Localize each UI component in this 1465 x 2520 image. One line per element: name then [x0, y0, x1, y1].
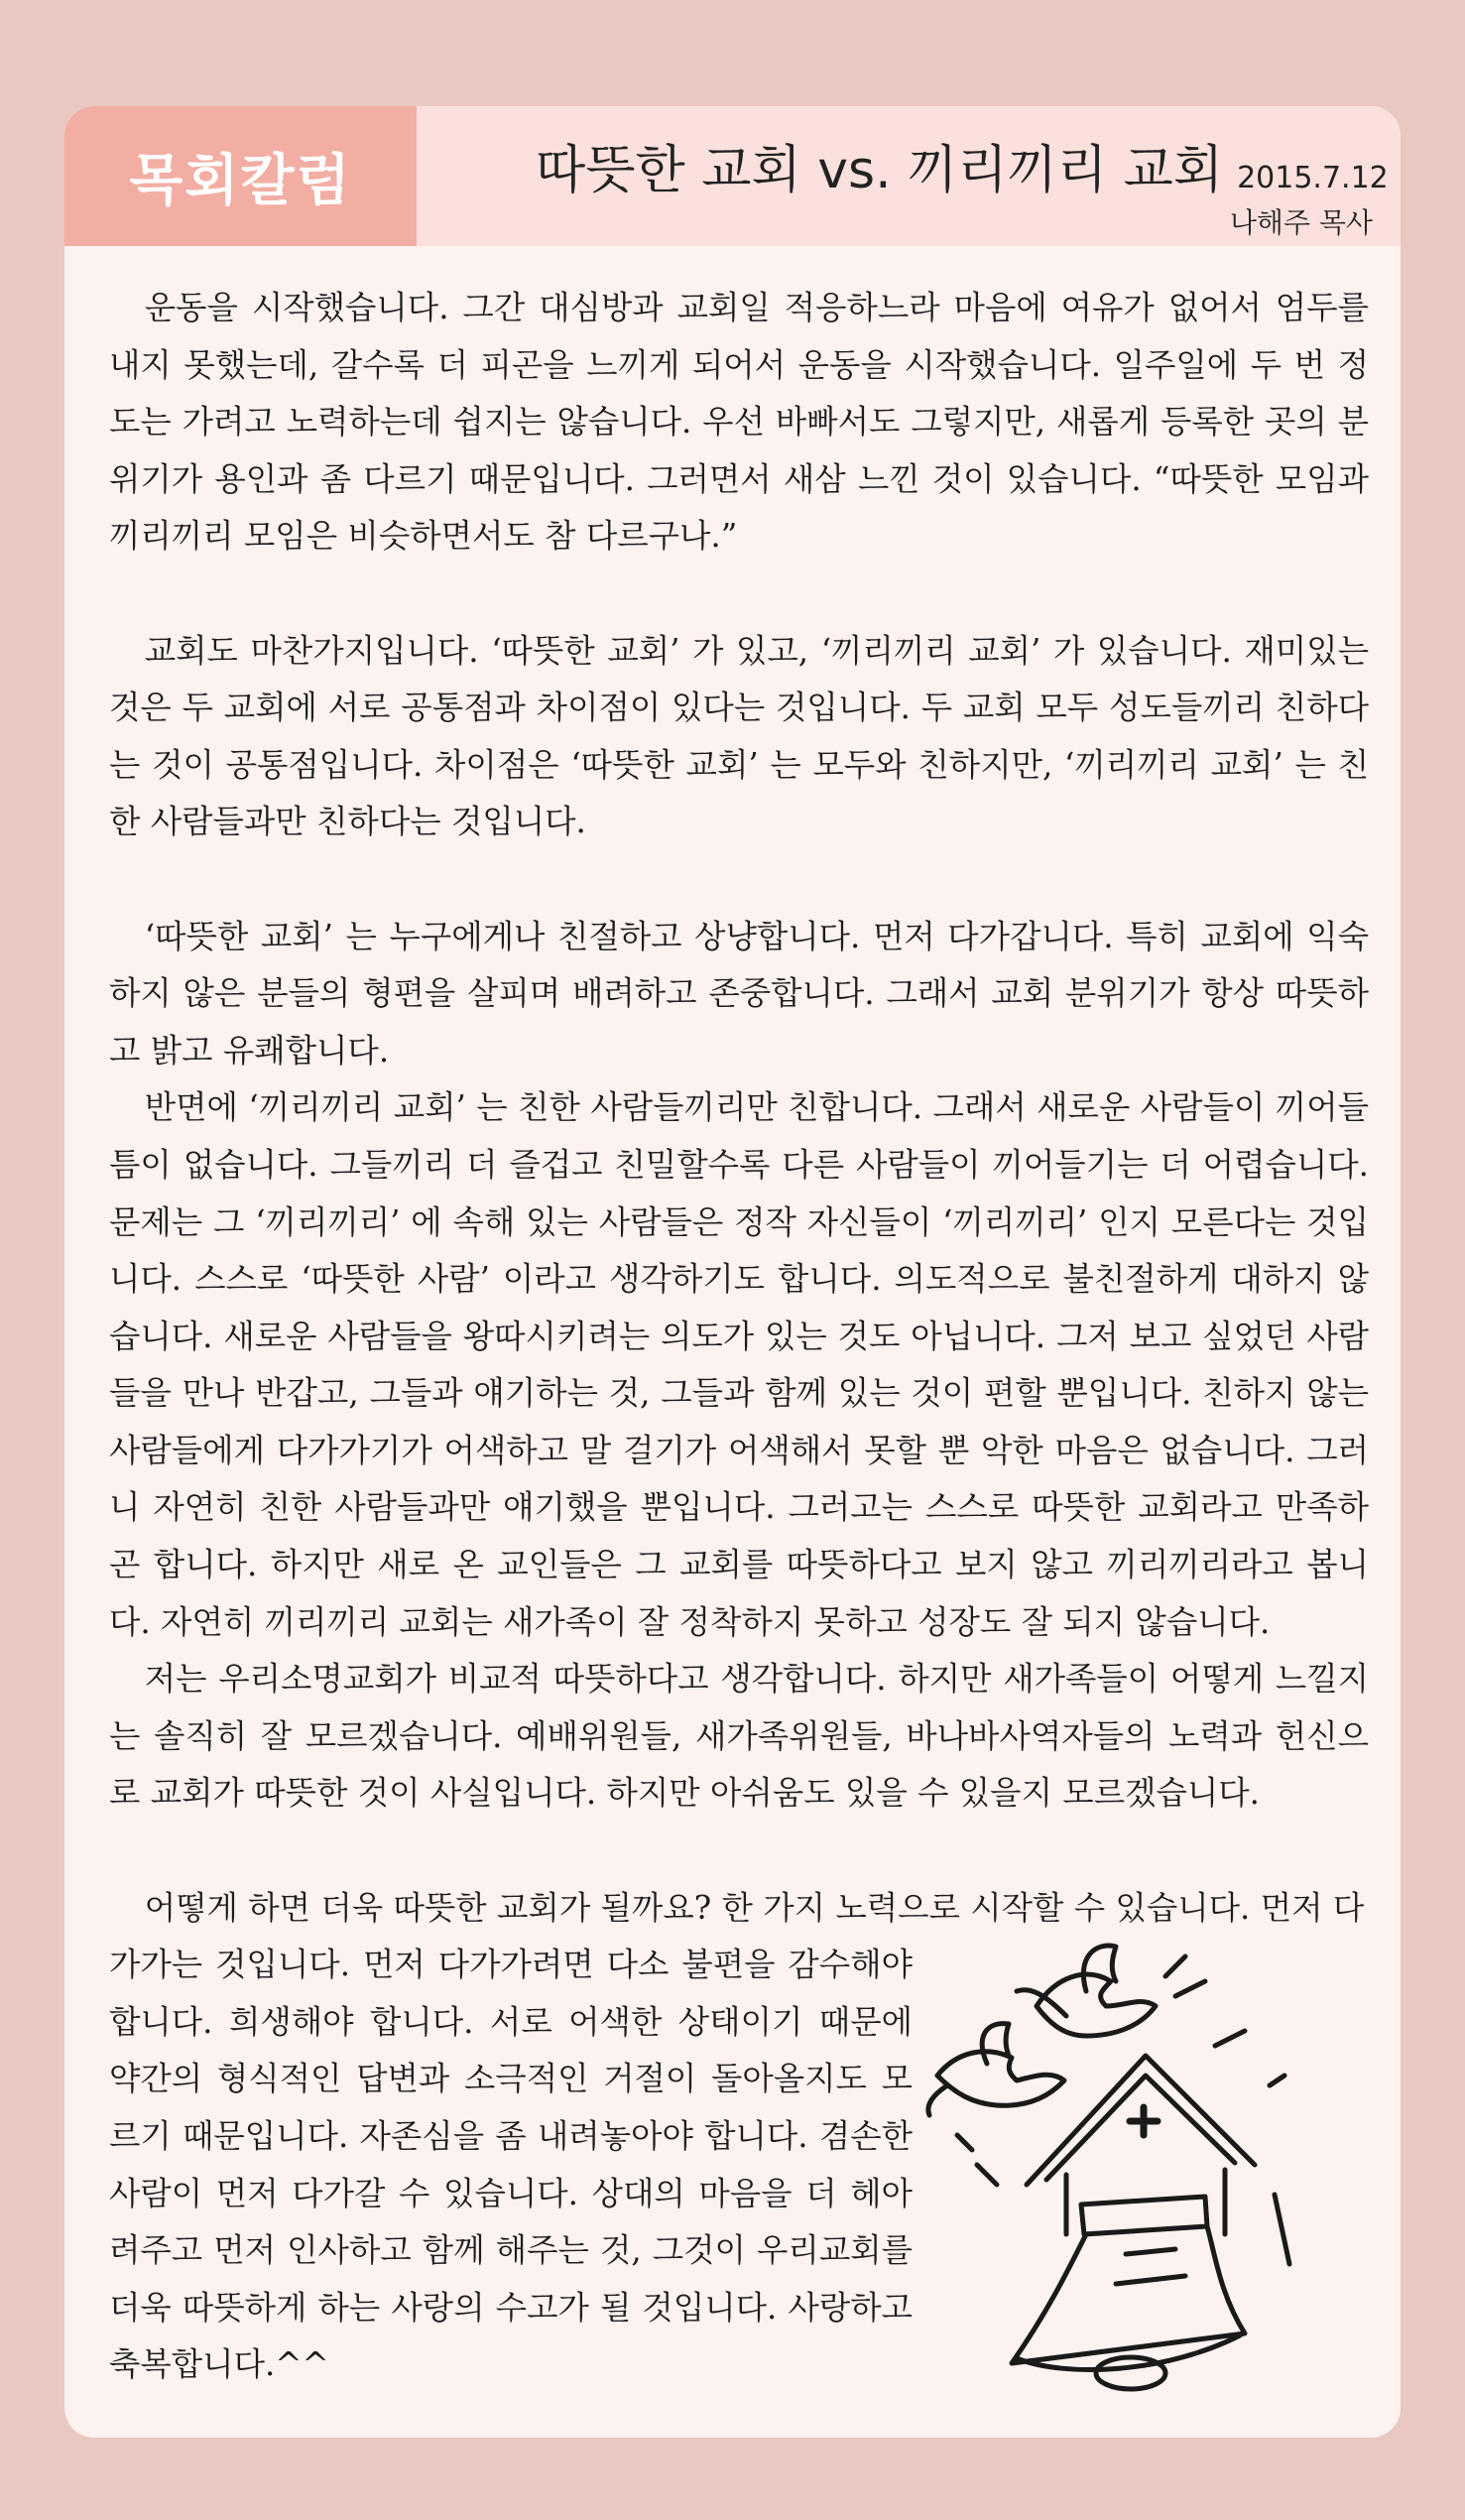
lower-dove [937, 2052, 1064, 2105]
church-bell [1012, 2226, 1245, 2363]
title-area [417, 106, 1401, 246]
paragraph-our-church: 저는 우리소명교회가 비교적 따뜻하다고 생각합니다. 하지만 새가족들이 어떻게 느낄지는 솔직히 잘 모르겠습니다. 예배위원들, 새가족위원들, 바나바사역자들의 노력과 헌신으로 교회가 따뜻한 것이 사실입니다. 하지만 아쉬움도 있을 수 있을지 모르겠습니다. [109, 1660, 1369, 1813]
paragraph-intro: 운동을 시작했습니다. 그간 대심방과 교회일 적응하느라 마음에 여유가 없어서 엄두를 내지 못했는데, 갈수록 더 피곤을 느끼게 되어서 운동을 시작했습니다. 일주일에 두 번 정도는 가려고 노력하는데 쉽지는 않습니다. 우선 바빠서도 그렇지만, 새롭게 등록한 곳의 분위기가 용인과 좀 다르기 때문입니다. 그러면서 새삼 느낀 것이 있습니다. “따뜻한 모임과 끼리끼리 모임은 비슷하면서도 참 다르구나.” [109, 289, 1369, 556]
paragraph-two-churches: 교회도 마찬가지입니다. ‘따뜻한 교회’ 가 있고, ‘끼리끼리 교회’ 가 있습니다. 재미있는 것은 두 교회에 서로 공통점과 차이점이 있다는 것입니다. 두 교회 모두 성도들끼리 친하다는 것이 공통점입니다. 차이점은 ‘따뜻한 교회’ 는 모두와 친하지만, ‘끼리끼리 교회’ 는 친한 사람들과만 친하다는 것입니다. [109, 631, 1369, 841]
column-card [64, 106, 1401, 2438]
paragraph-conclusion-rest: 가가는 것입니다. 먼저 다가가려면 다소 불편을 감수해야 합니다. 희생해야 합니다. 서로 어색한 상태이기 때문에 약간의 형식적인 답변과 소극적인 거절이 돌아올지도 모르기 때문입니다. 자존심을 좀 내려놓아야 합니다. 겸손한 사람이 먼저 다가갈 수 있습니다. 상대의 마음을 더 헤아려주고 먼저 인사하고 함께 해주는 것, 그것이 우리교회를 더욱 따뜻하게 하는 사랑의 수고가 될 것입니다. 사랑하고 축복합니다.^^ [109, 1946, 913, 2384]
column-title: 따뜻한 교회 vs. 끼리끼리 교회 [536, 141, 1224, 200]
column-header [64, 106, 1401, 246]
paragraph-clique-church: 반면에 ‘끼리끼리 교회’ 는 친한 사람들끼리만 친합니다. 그래서 새로운 사람들이 끼어들 틈이 없습니다. 그들끼리 더 즐겁고 친밀할수록 다른 사람들이 끼어들기는 더 어렵습니다. 문제는 그 ‘끼리끼리’ 에 속해 있는 사람들은 정작 자신들이 ‘끼리끼리’ 인지 모른다는 것입니다. 스스로 ‘따뜻한 사람’ 이라고 생각하기도 합니다. 의도적으로 불친절하게 대하지 않습니다. 새로운 사람들을 왕따시키려는 의도가 있는 것도 아닙니다. 그저 보고 싶었던 사람들을 만나 반갑고, 그들과 얘기하는 것, 그들과 함께 있는 것이 편할 뿐입니다. 친하지 않는 사람들에게 다가가기가 어색하고 말 걸기가 어색해서 못할 뿐 악한 마음은 없습니다. 그러니 자연히 친한 사람들과만 얘기했을 뿐입니다. 그러고는 스스로 따뜻한 교회라고 만족하곤 합니다. 하지만 새로 온 교인들은 그 교회를 따뜻하다고 보지 않고 끼리끼리라고 봅니다. 자연히 끼리끼리 교회는 새가족이 잘 정착하지 못하고 성장도 잘 되지 않습니다. [109, 1088, 1369, 1641]
doves-and-church-bell-illustration [917, 1937, 1314, 2403]
column-title-line [536, 128, 1389, 202]
cross-icon [1130, 2107, 1158, 2135]
bell-crown [1081, 2197, 1207, 2234]
column-date: 2015.7.12 [1237, 161, 1389, 195]
paragraph-conclusion-start: 어떻게 하면 더욱 따뜻한 교회가 될까요? 한 가지 노력으로 시작할 수 있습니다. 먼저 다 [144, 1888, 1365, 1927]
column-author: 나해주 목사 [1229, 206, 1373, 239]
paragraph-warm-church: ‘따뜻한 교회’ 는 누구에게나 친절하고 상냥합니다. 먼저 다가갑니다. 특히 교회에 익숙하지 않은 분들의 형편을 살피며 배려하고 존중합니다. 그래서 교회 분위기가 항상 따뜻하고 밝고 유쾌합니다. [109, 917, 1369, 1070]
column-category-badge: 목회칼럼 [64, 106, 417, 246]
